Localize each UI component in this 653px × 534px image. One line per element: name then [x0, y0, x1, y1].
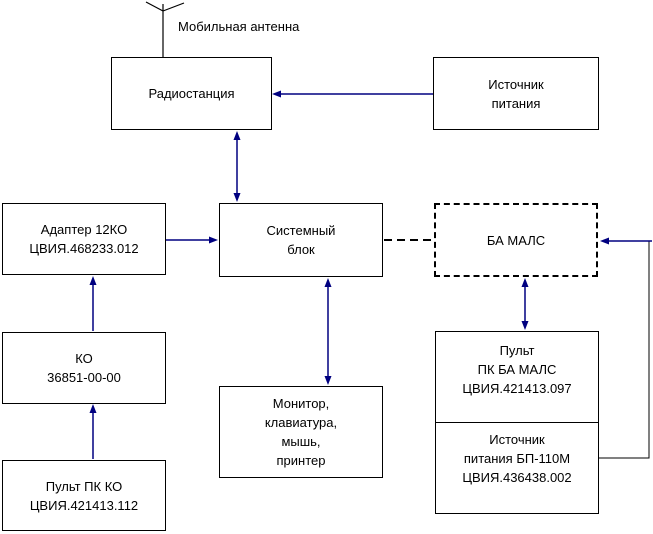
arrowhead-power-to-radio [272, 91, 281, 98]
node-adapter-12ko-line1: Адаптер 12КО [40, 222, 128, 237]
arrowhead-into-bamals-right [600, 238, 609, 245]
arrowhead-into-peripherals [325, 376, 332, 385]
arrowhead-into-bamals-bottom [522, 278, 529, 287]
node-power-supply-line2: питания [491, 95, 541, 111]
node-power-bp110m [435, 422, 599, 514]
node-system-unit-line1: Системный [266, 223, 336, 238]
arrowhead-into-ko [90, 404, 97, 413]
node-pult-pk-ko-line1: Пульт ПК КО [45, 478, 123, 494]
arrowhead-into-system-top [234, 193, 241, 202]
node-ko-line1: КО [75, 351, 93, 366]
node-radio-station [111, 57, 272, 130]
node-peripherals-line1: Монитор, [272, 396, 330, 411]
node-system-unit-line2: блок [287, 242, 315, 257]
antenna-label: Мобильная антенна [178, 19, 300, 34]
arrowhead-into-system-bottom [325, 278, 332, 287]
arrowhead-into-system-left [209, 237, 218, 244]
node-adapter-12ko-line2: ЦВИЯ.468233.012 [29, 241, 139, 256]
node-pult-pk-ko-line2: ЦВИЯ.421413.112 [29, 497, 139, 513]
arrowhead-into-radio [234, 131, 241, 140]
node-pult-pk-ba-mals-line2: ПК БА МАЛС [477, 362, 557, 377]
node-adapter-12ko [2, 203, 166, 275]
node-peripherals-line2: клавиатура, [264, 415, 338, 430]
node-power-bp110m-line1: Источник [489, 432, 545, 447]
node-pult-pk-ba-mals-line3: ЦВИЯ.421413.097 [462, 381, 572, 396]
node-peripherals-line3: мышь, [281, 434, 321, 449]
node-pult-pk-ba-mals-line1: Пульт [499, 343, 535, 358]
node-ko [2, 332, 166, 404]
node-radio-station-label: Радиостанция [148, 86, 235, 101]
node-peripherals-line4: принтер [276, 453, 326, 468]
arrowhead-into-pult-bamals [522, 321, 529, 330]
node-power-bp110m-line3: ЦВИЯ.436438.002 [462, 470, 572, 485]
connector-bp110m-route [599, 241, 649, 458]
node-pult-pk-ba-mals [435, 331, 599, 423]
node-power-supply-line1: Источник [488, 76, 544, 92]
node-power-bp110m-line2: питания БП-110М [463, 451, 571, 466]
node-power-supply [433, 57, 599, 130]
node-ba-mals-label: БА МАЛС [486, 232, 546, 248]
node-system-unit [219, 203, 383, 277]
node-ko-line2: 36851-00-00 [47, 370, 121, 385]
node-pult-pk-ko [2, 460, 166, 531]
node-peripherals [219, 386, 383, 478]
node-ba-mals [434, 203, 598, 277]
arrowhead-into-adapter [90, 276, 97, 285]
